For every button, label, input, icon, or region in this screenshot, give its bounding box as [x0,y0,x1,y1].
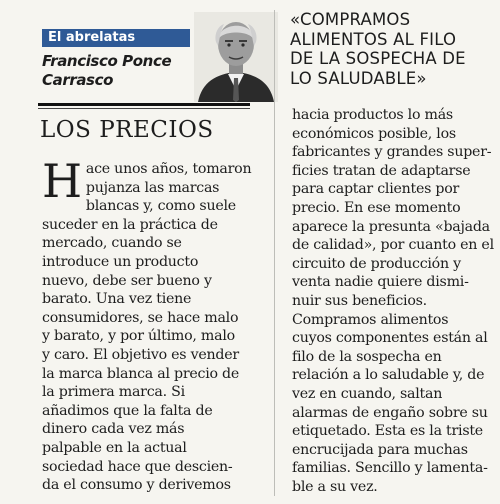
pull-quote-line: «COMPRAMOS [290,10,411,29]
text-line: y caro. El objetivo es vender [42,346,239,363]
article-title: LOS PRECIOS [40,117,214,143]
header-rule-thin [38,108,250,109]
text-line: consumidores, se hace malo [42,309,239,326]
text-line: aparece la presunta «bajada [292,218,490,235]
text-line: mercado, cuando se [42,235,182,252]
text-line: circuito de producción y [292,255,461,272]
drop-cap: H [42,154,82,208]
text-line: pujanza las marcas [85,179,220,196]
pull-quote-line: ALIMENTOS AL FILO [290,29,457,49]
column-divider [274,10,275,496]
text-line: ficies tratan de adaptarse [292,162,471,179]
text-line: dinero cada vez más [42,421,185,438]
right-column-text [292,106,492,496]
section-tag: El abrelatas [42,29,190,47]
text-line: relación a lo saludable y, de [292,367,485,384]
text-line: encrucijada para muchas [292,441,468,458]
text-line: sociedad hace que descien- [42,458,233,475]
text-line: añadimos que la falta de [42,402,213,419]
text-line: económicos posible, los [292,125,456,142]
text-line: introduce un producto [42,253,199,270]
text-line: precio. En ese momento [292,199,461,216]
text-line: familias. Sencillo y lamenta- [292,460,488,477]
text-line: vez en cuando, saltan [292,385,443,402]
text-line: cuyos componentes están al [292,330,488,347]
text-line: venta nadie quiere dismi- [292,274,469,291]
text-line: ace unos años, tomaron [85,161,252,177]
left-column-text [42,154,264,495]
text-line: de calidad», por cuanto en el [292,237,494,254]
text-line: palpable en la actual [42,439,187,456]
text-line: ble a su vez. [292,478,378,495]
text-line: la marca blanca al precio de [42,365,240,382]
text-line: suceder en la práctica de [42,216,218,233]
text-line: blancas y, como suele [85,198,236,215]
author-last-name: Carrasco [42,71,113,89]
pull-quote-line: DE LA SOSPECHA DE [290,49,466,68]
text-line: nuevo, debe ser bueno y [42,272,212,289]
pull-quote-line: LO SALUDABLE» [290,68,427,88]
pull-quote [290,10,495,88]
text-line: y barato, y por último, malo [42,328,235,345]
text-line: hacia productos lo más [292,107,453,123]
header-rule [38,103,250,106]
author-portrait [194,12,278,102]
text-line: alarmas de engaño sobre su [292,404,488,421]
author-first-name: Francisco Ponce [42,52,172,70]
author-name [42,52,192,90]
text-line: para captar clientes por [292,181,460,198]
text-line: barato. Una vez tiene [42,291,192,308]
text-line: da el consumo y derivemos [42,477,231,494]
text-line: fabricantes y grandes super- [292,144,492,161]
text-line: la primera marca. Si [42,384,185,401]
text-line: etiquetado. Esta es la triste [292,423,483,440]
text-line: nuir sus beneficios. [292,292,427,309]
column-header [38,12,238,104]
text-line: filo de la sospecha en [292,348,442,365]
text-line: Compramos alimentos [292,311,449,328]
